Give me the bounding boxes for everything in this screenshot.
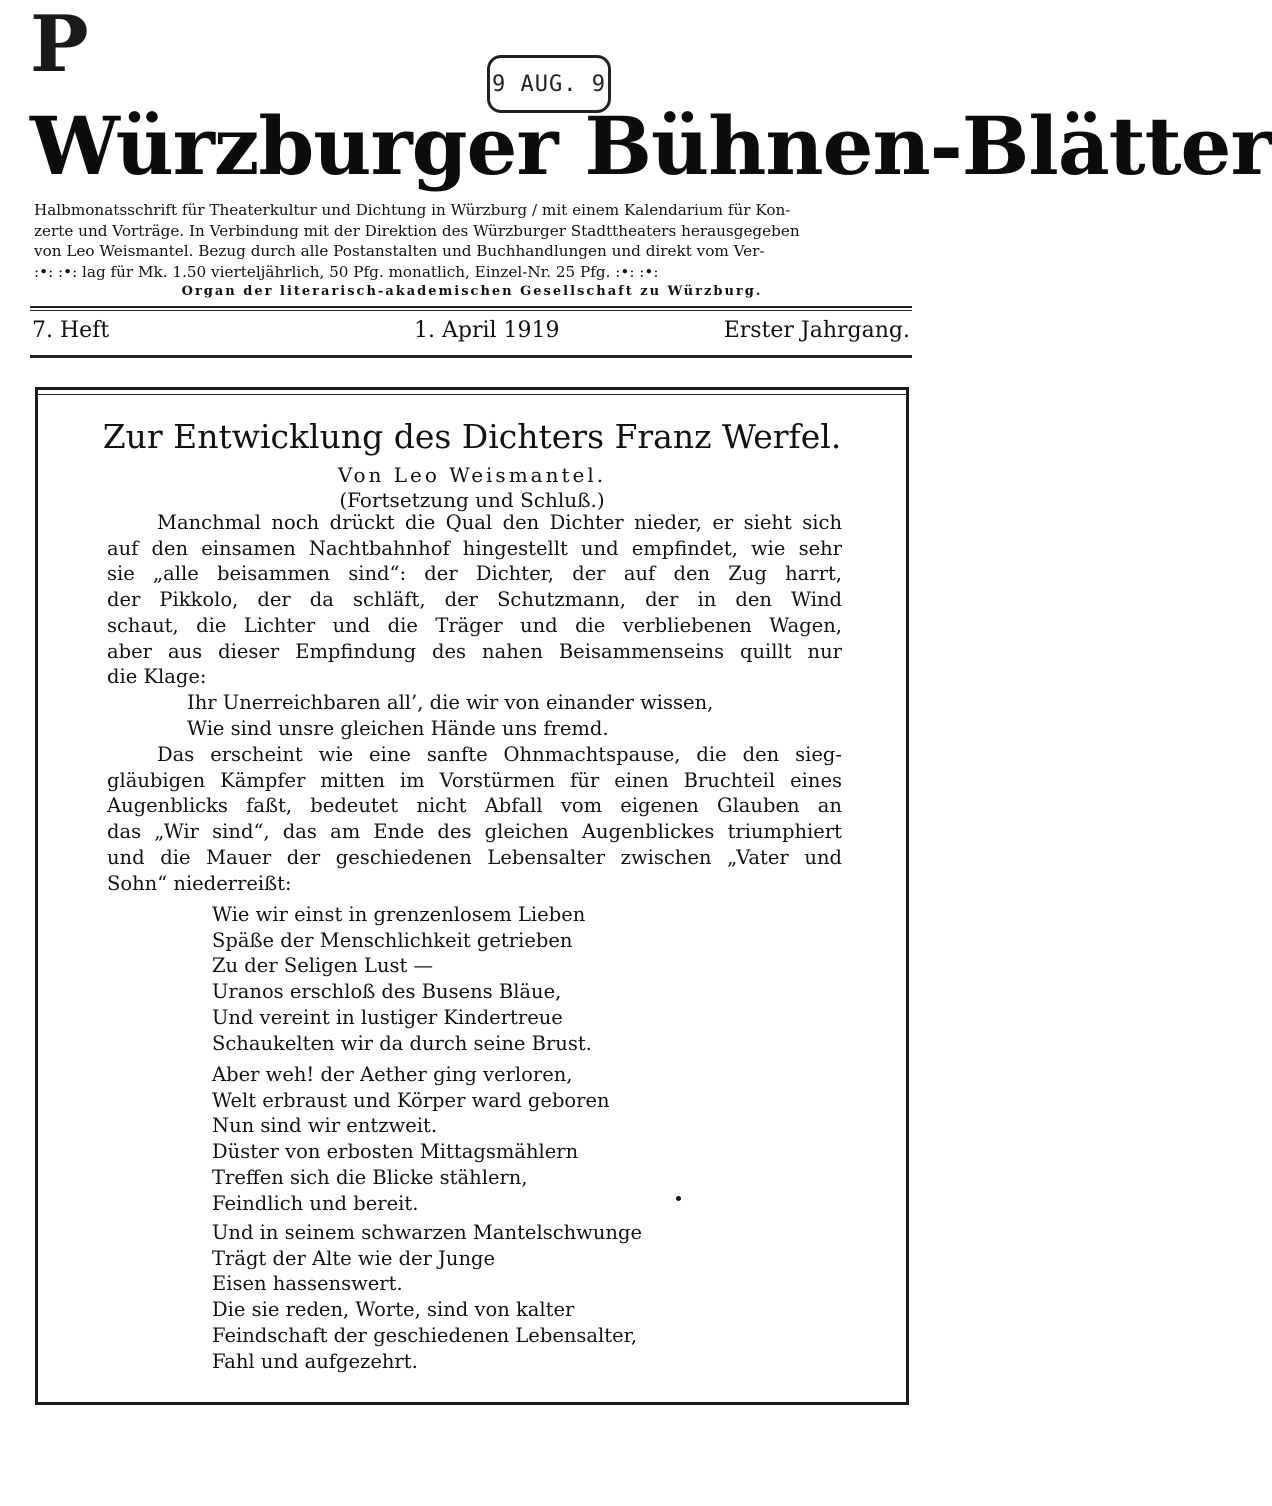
subtitle-line: Halbmonatsschrift für Theaterkultur und Dichtung in Würzburg / mit einem Kalendarium für Kon- (34, 201, 791, 219)
corner-library-mark: P (30, 0, 85, 90)
received-date-stamp: 9 AUG. 9 (487, 55, 611, 113)
article-byline: Von Leo Weismantel. (337, 463, 607, 487)
poem-line: Treffen sich die Blicke stählern, (212, 1165, 528, 1189)
poem-line: Und vereint in lustiger Kindertreue (212, 1005, 563, 1029)
organ-line: Organ der literarisch-akademischen Gesellschaft zu Würzburg. (181, 284, 763, 299)
poem-line: Nun sind wir entzweit. (212, 1114, 438, 1138)
poem-line: Feindschaft der geschiedenen Lebensalter, (212, 1323, 638, 1347)
poem-stanza-1 (212, 902, 592, 1056)
paragraph-line: Manchmal noch drückt die Qual den Dichter nieder, er sieht sich (157, 511, 842, 534)
print-speck (676, 1196, 681, 1201)
paragraph-line: Das erscheint wie eine sanfte Ohnmachtspause, die den sieg- (157, 743, 842, 766)
paragraph-line: sie „alle beisammen sind“: der Dichter, der auf den Zug harrt, (107, 562, 842, 586)
poem-line: Eisen hassenswert. (212, 1272, 403, 1296)
paragraph-line: der Pikkolo, der da schläft, der Schutzmann, der in den Wind (107, 588, 842, 612)
article-quote (187, 690, 713, 741)
poem-stanza-2 (212, 1062, 610, 1216)
poem-line: Trägt der Alte wie der Junge (212, 1246, 496, 1270)
quote-line: Ihr Unerreichbaren all’, die wir von einander wissen, (187, 691, 714, 714)
poem-stanza-3 (212, 1220, 642, 1374)
issue-number: 7. Heft (32, 318, 110, 343)
article-title: Zur Entwicklung des Dichters Franz Werfel. (102, 417, 842, 456)
poem-line: Schaukelten wir da durch seine Brust. (212, 1031, 592, 1055)
poem-line: Düster von erbosten Mittagsmählern (212, 1140, 579, 1164)
paragraph-line: die Klage: (107, 665, 207, 689)
poem-line: Fahl und aufgezehrt. (212, 1349, 418, 1373)
poem-line: Aber weh! der Aether ging verloren, (212, 1063, 573, 1086)
poem-line: Und in seinem schwarzen Mantelschwunge (212, 1221, 643, 1244)
issue-date: 1. April 1919 (414, 318, 560, 343)
paragraph-line: und die Mauer der geschiedenen Lebensalter zwischen „Vater und (107, 845, 842, 869)
quote-line: Wie sind unsre gleichen Hände uns fremd. (187, 716, 609, 740)
paragraph-line: Sohn“ niederreißt: (107, 871, 292, 895)
paragraph-line: gläubigen Kämpfer mitten im Vorstürmen für einen Bruchteil eines (107, 768, 842, 792)
paragraph-line: schaut, die Lichter und die Träger und die verbliebenen Wagen, (107, 613, 842, 637)
poem-line: Späße der Menschlichkeit getrieben (212, 928, 573, 952)
masthead-subtitle (34, 200, 910, 282)
issue-info-row (30, 318, 910, 348)
subtitle-line: :•: :•: lag für Mk. 1.50 vierteljährlich, 50 Pfg. monatlich, Einzel-Nr. 25 Pfg. :•: :•: (34, 262, 659, 281)
subtitle-line: zerte und Vorträge. In Verbindung mit der Direktion des Würzburger Stadttheaters herausgegeben (34, 221, 800, 240)
subtitle-line: von Leo Weismantel. Bezug durch alle Postanstalten und Buchhandlungen und direkt vom Ver- (34, 242, 765, 260)
article-paragraph-1 (107, 510, 842, 690)
issue-volume: Erster Jahrgang. (723, 318, 910, 343)
header-rule-bottom (30, 355, 912, 358)
header-rule-top (30, 306, 912, 308)
header-rule-top-thin (30, 310, 912, 311)
poem-line: Welt erbraust und Körper ward geboren (212, 1088, 610, 1112)
article-continuation-note: (Fortsetzung und Schluß.) (339, 488, 605, 512)
poem-line: Wie wir einst in grenzenlosem Lieben (212, 903, 586, 926)
masthead-title: Würzburger Bühnen-Blätter (30, 99, 1272, 193)
poem-line: Die sie reden, Worte, sind von kalter (212, 1298, 575, 1322)
paragraph-line: das „Wir sind“, das am Ende des gleichen Augenblickes triumphiert (107, 820, 842, 844)
poem-line: Uranos erschloß des Busens Bläue, (212, 980, 562, 1004)
paragraph-line: aber aus dieser Empfindung des nahen Beisammenseins quillt nur (107, 639, 842, 663)
paragraph-line: Augenblicks faßt, bedeutet nicht Abfall vom eigenen Glauben an (107, 794, 842, 818)
article-paragraph-2 (107, 742, 842, 896)
poem-line: Feindlich und bereit. (212, 1191, 419, 1215)
poem-line: Zu der Seligen Lust — (212, 954, 434, 978)
paragraph-line: auf den einsamen Nachtbahnhof hingestellt und empfindet, wie sehr (107, 536, 842, 560)
